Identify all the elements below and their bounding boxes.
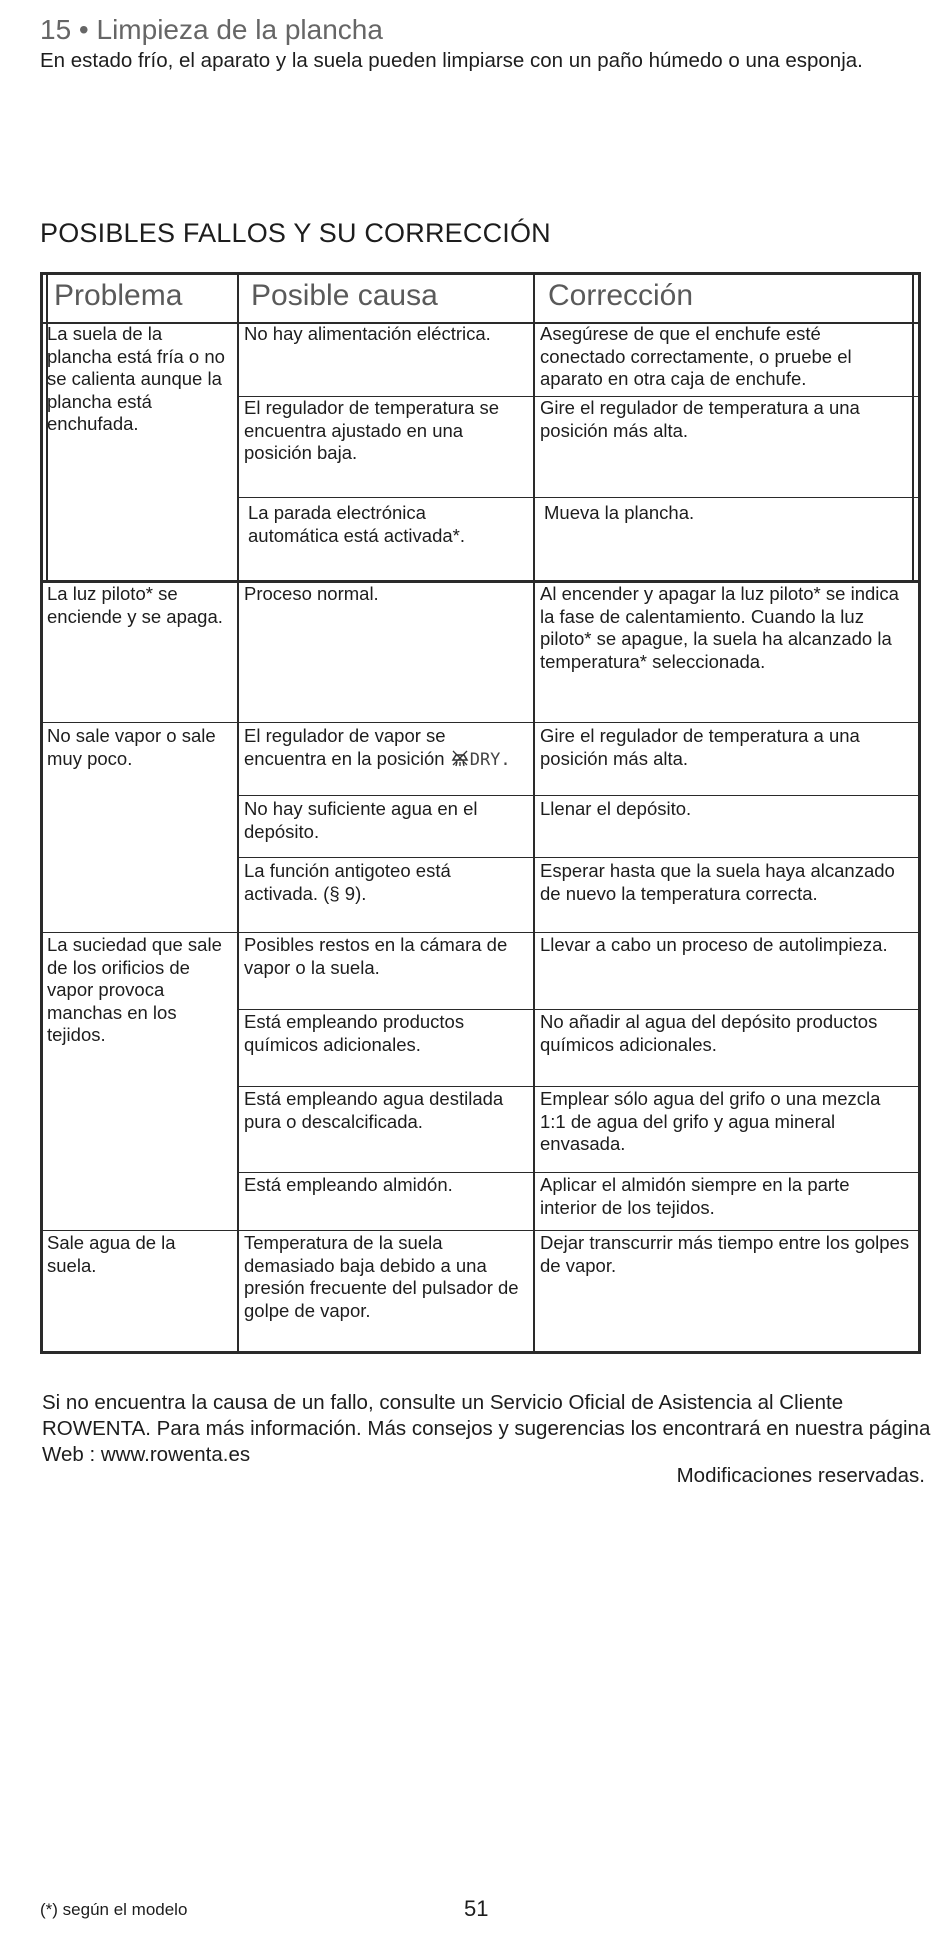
group-rule xyxy=(40,932,921,933)
service-note: Si no encuentra la causa de un fallo, consulte un Servicio Oficial de Asistencia al Cliente ROWENTA. Para más información. Más consejos y sugerencias los encontrará en nuestra página Web : www.rowenta.es xyxy=(42,1391,931,1466)
fix-cell: Emplear sólo agua del grifo o una mezcla 1:1 de agua del grifo y agua mineral envasada. xyxy=(540,1088,881,1154)
cause-text: El regulador de vapor se encuentra en la posición xyxy=(244,725,446,769)
cause-cell: No hay alimentación eléctrica. xyxy=(244,323,491,344)
cause-cell: Proceso normal. xyxy=(244,583,379,604)
fix-cell: Asegúrese de que el enchufe esté conectado correctamente, o pruebe el aparato en otra caja de enchufe. xyxy=(540,323,852,389)
group-rule xyxy=(40,722,921,723)
fix-cell: Aplicar el almidón siempre en la parte interior de los tejidos. xyxy=(540,1174,850,1218)
problem-cell: La suela de la plancha está fría o no se calienta aunque la plancha está enchufada. xyxy=(47,323,225,434)
troubleshooting-heading: POSIBLES FALLOS Y SU CORRECCIÓN xyxy=(40,218,551,248)
cause-cell: Está empleando almidón. xyxy=(244,1174,453,1195)
fix-cell: No añadir al agua del depósito productos químicos adicionales. xyxy=(540,1011,878,1055)
fix-cell: Gire el regulador de temperatura a una posición más alta. xyxy=(540,397,860,441)
fix-cell: Al encender y apagar la luz piloto* se indica la fase de calentamiento. Cuando la luz piloto* se apague, la suela ha alcanzado la temperatura* seleccionada. xyxy=(540,583,899,672)
modifications-note: Modificaciones reservadas. xyxy=(676,1464,925,1487)
row-rule xyxy=(237,1009,921,1010)
cause-cell: La función antigoteo está activada. (§ 9). xyxy=(244,860,451,904)
problem-cell: La suciedad que sale de los orificios de vapor provoca manchas en los tejidos. xyxy=(47,934,222,1045)
cause-cell: El regulador de temperatura se encuentra ajustado en una posición baja. xyxy=(244,397,500,463)
cause-cell: No hay suficiente agua en el depósito. xyxy=(244,798,478,842)
problem-cell: Sale agua de la suela. xyxy=(47,1232,176,1276)
group-rule xyxy=(40,1230,921,1231)
column-divider-2 xyxy=(533,272,535,1354)
inner-frame-right xyxy=(912,272,914,582)
section-title: 15 • Limpieza de la plancha xyxy=(40,14,383,45)
fix-cell: Dejar transcurrir más tiempo entre los golpes de vapor. xyxy=(540,1232,910,1276)
cause-cell: Está empleando productos químicos adicionales. xyxy=(244,1011,465,1055)
section-body: En estado frío, el aparato y la suela pueden limpiarse con un paño húmedo o una esponja. xyxy=(40,49,863,72)
header-correccion: Corrección xyxy=(548,279,694,312)
cause-cell xyxy=(244,725,528,772)
fix-cell: Llenar el depósito. xyxy=(540,798,692,819)
table-border-bottom xyxy=(40,1351,921,1354)
page-number: 51 xyxy=(464,1896,489,1921)
table-border-top xyxy=(40,272,921,275)
row-rule xyxy=(237,1086,921,1087)
row-rule xyxy=(237,857,921,858)
fix-cell: Mueva la plancha. xyxy=(544,502,695,523)
cause-cell: Posibles restos en la cámara de vapor o la suela. xyxy=(244,934,508,978)
cause-cell: Temperatura de la suela demasiado baja debido a una presión frecuente del pulsador de golpe de vapor. xyxy=(244,1232,519,1321)
fix-cell: Gire el regulador de temperatura a una posición más alta. xyxy=(540,725,860,769)
problem-cell: La luz piloto* se enciende y se apaga. xyxy=(47,583,223,627)
cause-cell: Está empleando agua destilada pura o descalcificada. xyxy=(244,1088,504,1132)
column-divider-1 xyxy=(237,272,239,1354)
fix-cell: Llevar a cabo un proceso de autolimpieza. xyxy=(540,934,888,955)
problem-cell: No sale vapor o sale muy poco. xyxy=(47,725,216,769)
row-rule xyxy=(237,795,921,796)
header-problema: Problema xyxy=(54,279,183,312)
dry-label: DRY. xyxy=(469,749,511,770)
header-posible-causa: Posible causa xyxy=(251,279,438,312)
row-rule xyxy=(237,497,921,498)
dry-steam-icon xyxy=(450,749,470,773)
model-footnote: (*) según el modelo xyxy=(40,1900,188,1919)
fix-cell: Esperar hasta que la suela haya alcanzado de nuevo la temperatura correcta. xyxy=(540,860,895,904)
table-border-left xyxy=(40,272,43,1354)
table-border-right xyxy=(918,272,921,1354)
row-rule xyxy=(237,1172,921,1173)
cause-cell: La parada electrónica automática está activada*. xyxy=(248,502,465,546)
